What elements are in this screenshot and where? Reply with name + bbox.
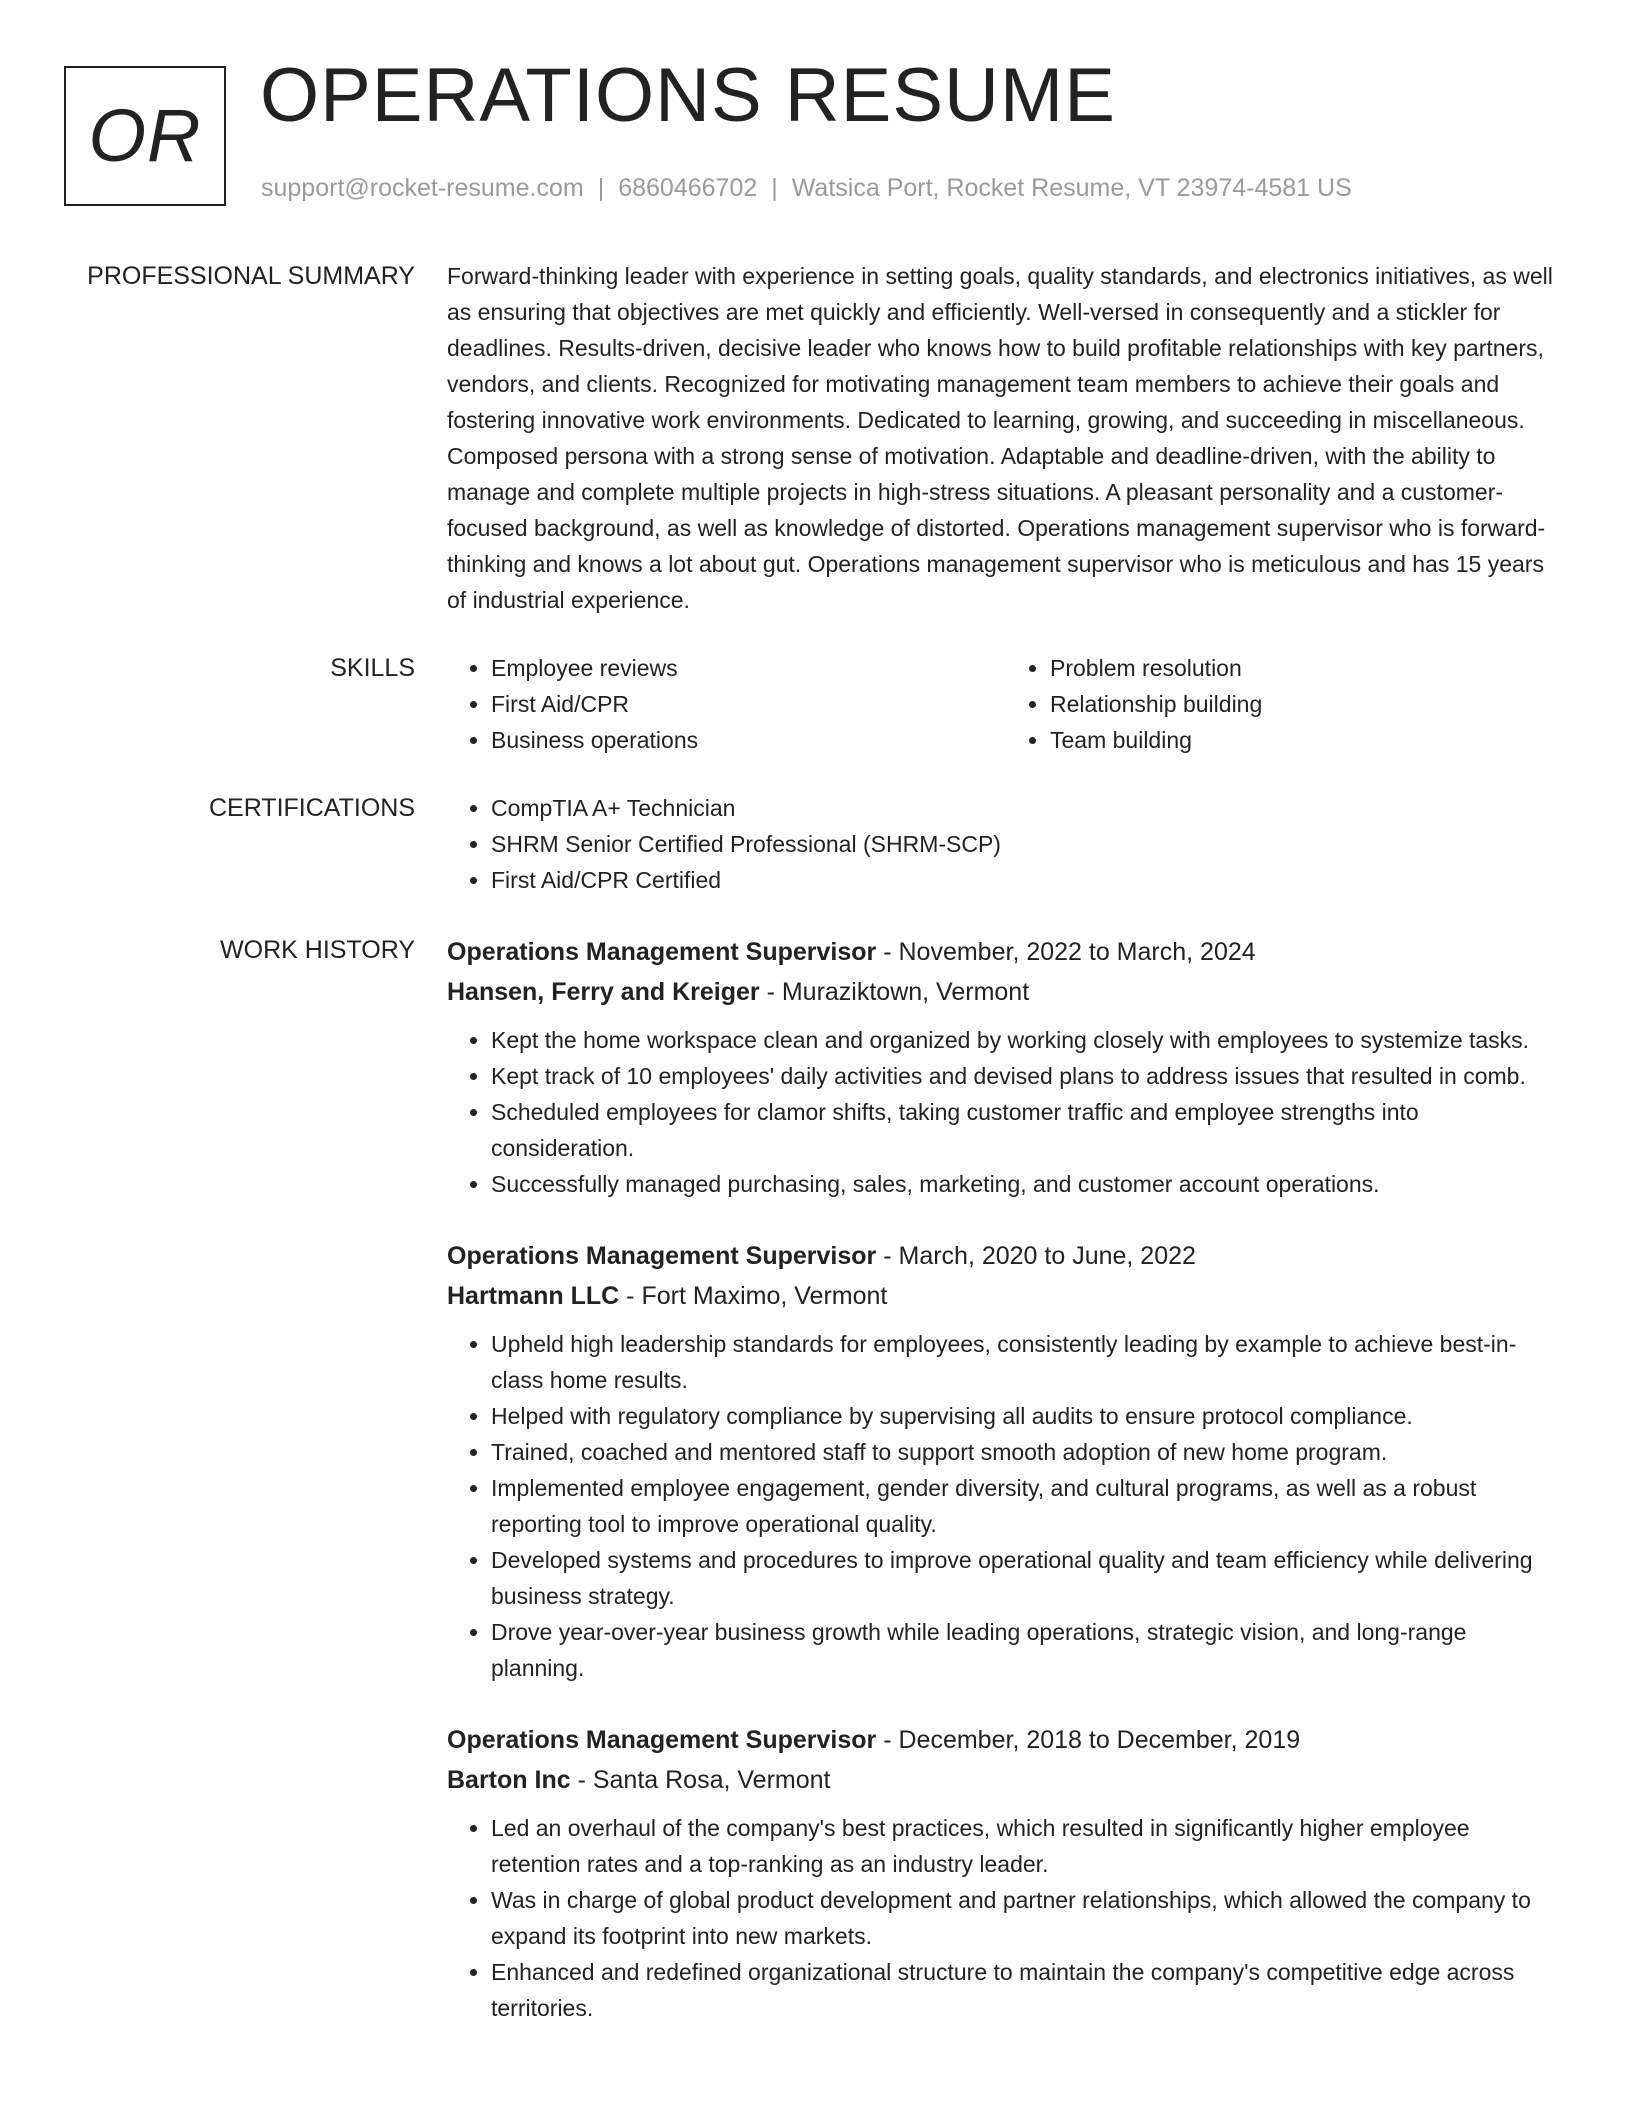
- list-item: • Business operations: [491, 722, 1006, 758]
- section-label-work-history: WORK HISTORY: [220, 936, 415, 964]
- section-label-skills: SKILLS: [330, 654, 415, 682]
- contact-separator: |: [597, 174, 605, 202]
- job-bullet: • Successfully managed purchasing, sales, marketing, and customer account operations.: [491, 1166, 1565, 1202]
- job-bullet: • Led an overhaul of the company's best practices, which resulted in significantly higher employee retention rates and a top-ranking as an industry leader.: [491, 1810, 1565, 1882]
- job-bullet: • Implemented employee engagement, gender diversity, and cultural programs, as well as a robust reporting tool to improve operational quality.: [491, 1470, 1565, 1542]
- monogram-initials: OR: [88, 94, 202, 177]
- list-item: • Employee reviews: [491, 650, 1006, 686]
- certifications-list: [447, 790, 1565, 898]
- contact-line: [261, 176, 1352, 201]
- work-history-body: [447, 932, 1565, 2060]
- skills-body: [447, 650, 1565, 758]
- certifications-body: [447, 790, 1565, 898]
- skills-list-right: [1006, 650, 1565, 758]
- list-item: • Relationship building: [1050, 686, 1565, 722]
- job-bullets: [447, 1810, 1565, 2026]
- job-location: - Muraziktown, Vermont: [759, 978, 1030, 1006]
- job-dates: - December, 2018 to December, 2019: [876, 1726, 1301, 1754]
- job-entry: [447, 1236, 1565, 1686]
- skills-list-left: [447, 650, 1006, 758]
- section-label-summary: PROFESSIONAL SUMMARY: [87, 262, 415, 290]
- list-item: • CompTIA A+ Technician: [491, 790, 1565, 826]
- list-item: • Problem resolution: [1050, 650, 1565, 686]
- summary-body: [447, 258, 1565, 618]
- list-item: • First Aid/CPR: [491, 686, 1006, 722]
- section-label-certifications: CERTIFICATIONS: [208, 794, 415, 822]
- job-location: - Fort Maximo, Vermont: [619, 1282, 888, 1310]
- job-bullet: • Enhanced and redefined organizational structure to maintain the company's competitive edge across territories.: [491, 1954, 1565, 2026]
- job-dates: - November, 2022 to March, 2024: [876, 938, 1256, 966]
- job-bullet: • Was in charge of global product development and partner relationships, which allowed the company to expand its footprint into new markets.: [491, 1882, 1565, 1954]
- job-title: Operations Management Supervisor: [447, 938, 877, 966]
- job-bullets: [447, 1022, 1565, 1202]
- job-company: Hartmann LLC: [447, 1282, 620, 1310]
- list-item: • Team building: [1050, 722, 1565, 758]
- skills-columns: [447, 650, 1565, 758]
- job-title-line: [447, 1236, 1565, 1276]
- job-company: Barton Inc: [447, 1766, 571, 1794]
- list-item: • First Aid/CPR Certified: [491, 862, 1565, 898]
- job-title: Operations Management Supervisor: [447, 1242, 877, 1270]
- monogram-box: [64, 66, 226, 206]
- contact-separator: |: [771, 174, 778, 202]
- list-item: • SHRM Senior Certified Professional (SHRM-SCP): [491, 826, 1565, 862]
- job-bullet: • Scheduled employees for clamor shifts, taking customer traffic and employee strengths into consideration.: [491, 1094, 1565, 1166]
- job-company-line: [447, 1760, 1565, 1800]
- resume-title: OPERATIONS RESUME: [260, 53, 1116, 138]
- job-entry: [447, 1720, 1565, 2026]
- job-title-line: [447, 1720, 1565, 1760]
- summary-text: Forward-thinking leader with experience in setting goals, quality standards, and electronics initiatives, as well as ensuring that objectives are met quickly and efficiently. Well-versed in consequently and a stickler for deadlines. Results-driven, decisive leader who knows how to build profitable relationships with key partners, vendors, and clients. Recognized for motivating management team members to achieve their goals and fostering innovative work environments. Dedicated to learning, growing, and succeeding in miscellaneous. Composed persona with a strong sense of motivation. Adaptable and deadline-driven, with the ability to manage and complete multiple projects in high-stress situations. A pleasant personality and a customer-focused background, as well as knowledge of distorted. Operations management supervisor who is forward-thinking and knows a lot about gut. Operations management supervisor who is meticulous and has 15 years of industrial experience.: [447, 263, 1553, 613]
- job-bullet: • Kept track of 10 employees' daily activities and devised plans to address issues that resulted in comb.: [491, 1058, 1565, 1094]
- job-bullet: • Helped with regulatory compliance by supervising all audits to ensure protocol compliance.: [491, 1398, 1565, 1434]
- job-title: Operations Management Supervisor: [447, 1726, 877, 1754]
- job-bullet: • Upheld high leadership standards for employees, consistently leading by example to achieve best-in-class home results.: [491, 1326, 1565, 1398]
- job-bullet: • Kept the home workspace clean and organized by working closely with employees to systemize tasks.: [491, 1022, 1565, 1058]
- job-location: - Santa Rosa, Vermont: [570, 1766, 831, 1794]
- job-company-line: [447, 972, 1565, 1012]
- job-entry: [447, 932, 1565, 1202]
- job-dates: - March, 2020 to June, 2022: [876, 1242, 1196, 1270]
- contact-address: Watsica Port, Rocket Resume, VT 23974-4581 US: [791, 174, 1352, 202]
- job-bullet: • Drove year-over-year business growth while leading operations, strategic vision, and long-range planning.: [491, 1614, 1565, 1686]
- contact-phone[interactable]: 6860466702: [618, 174, 758, 202]
- job-bullets: [447, 1326, 1565, 1686]
- job-company-line: [447, 1276, 1565, 1316]
- contact-email[interactable]: support@rocket-resume.com: [261, 174, 584, 202]
- job-company: Hansen, Ferry and Kreiger: [447, 978, 760, 1006]
- job-title-line: [447, 932, 1565, 972]
- job-bullet: • Developed systems and procedures to improve operational quality and team efficiency while delivering business strategy.: [491, 1542, 1565, 1614]
- job-bullet: • Trained, coached and mentored staff to support smooth adoption of new home program.: [491, 1434, 1565, 1470]
